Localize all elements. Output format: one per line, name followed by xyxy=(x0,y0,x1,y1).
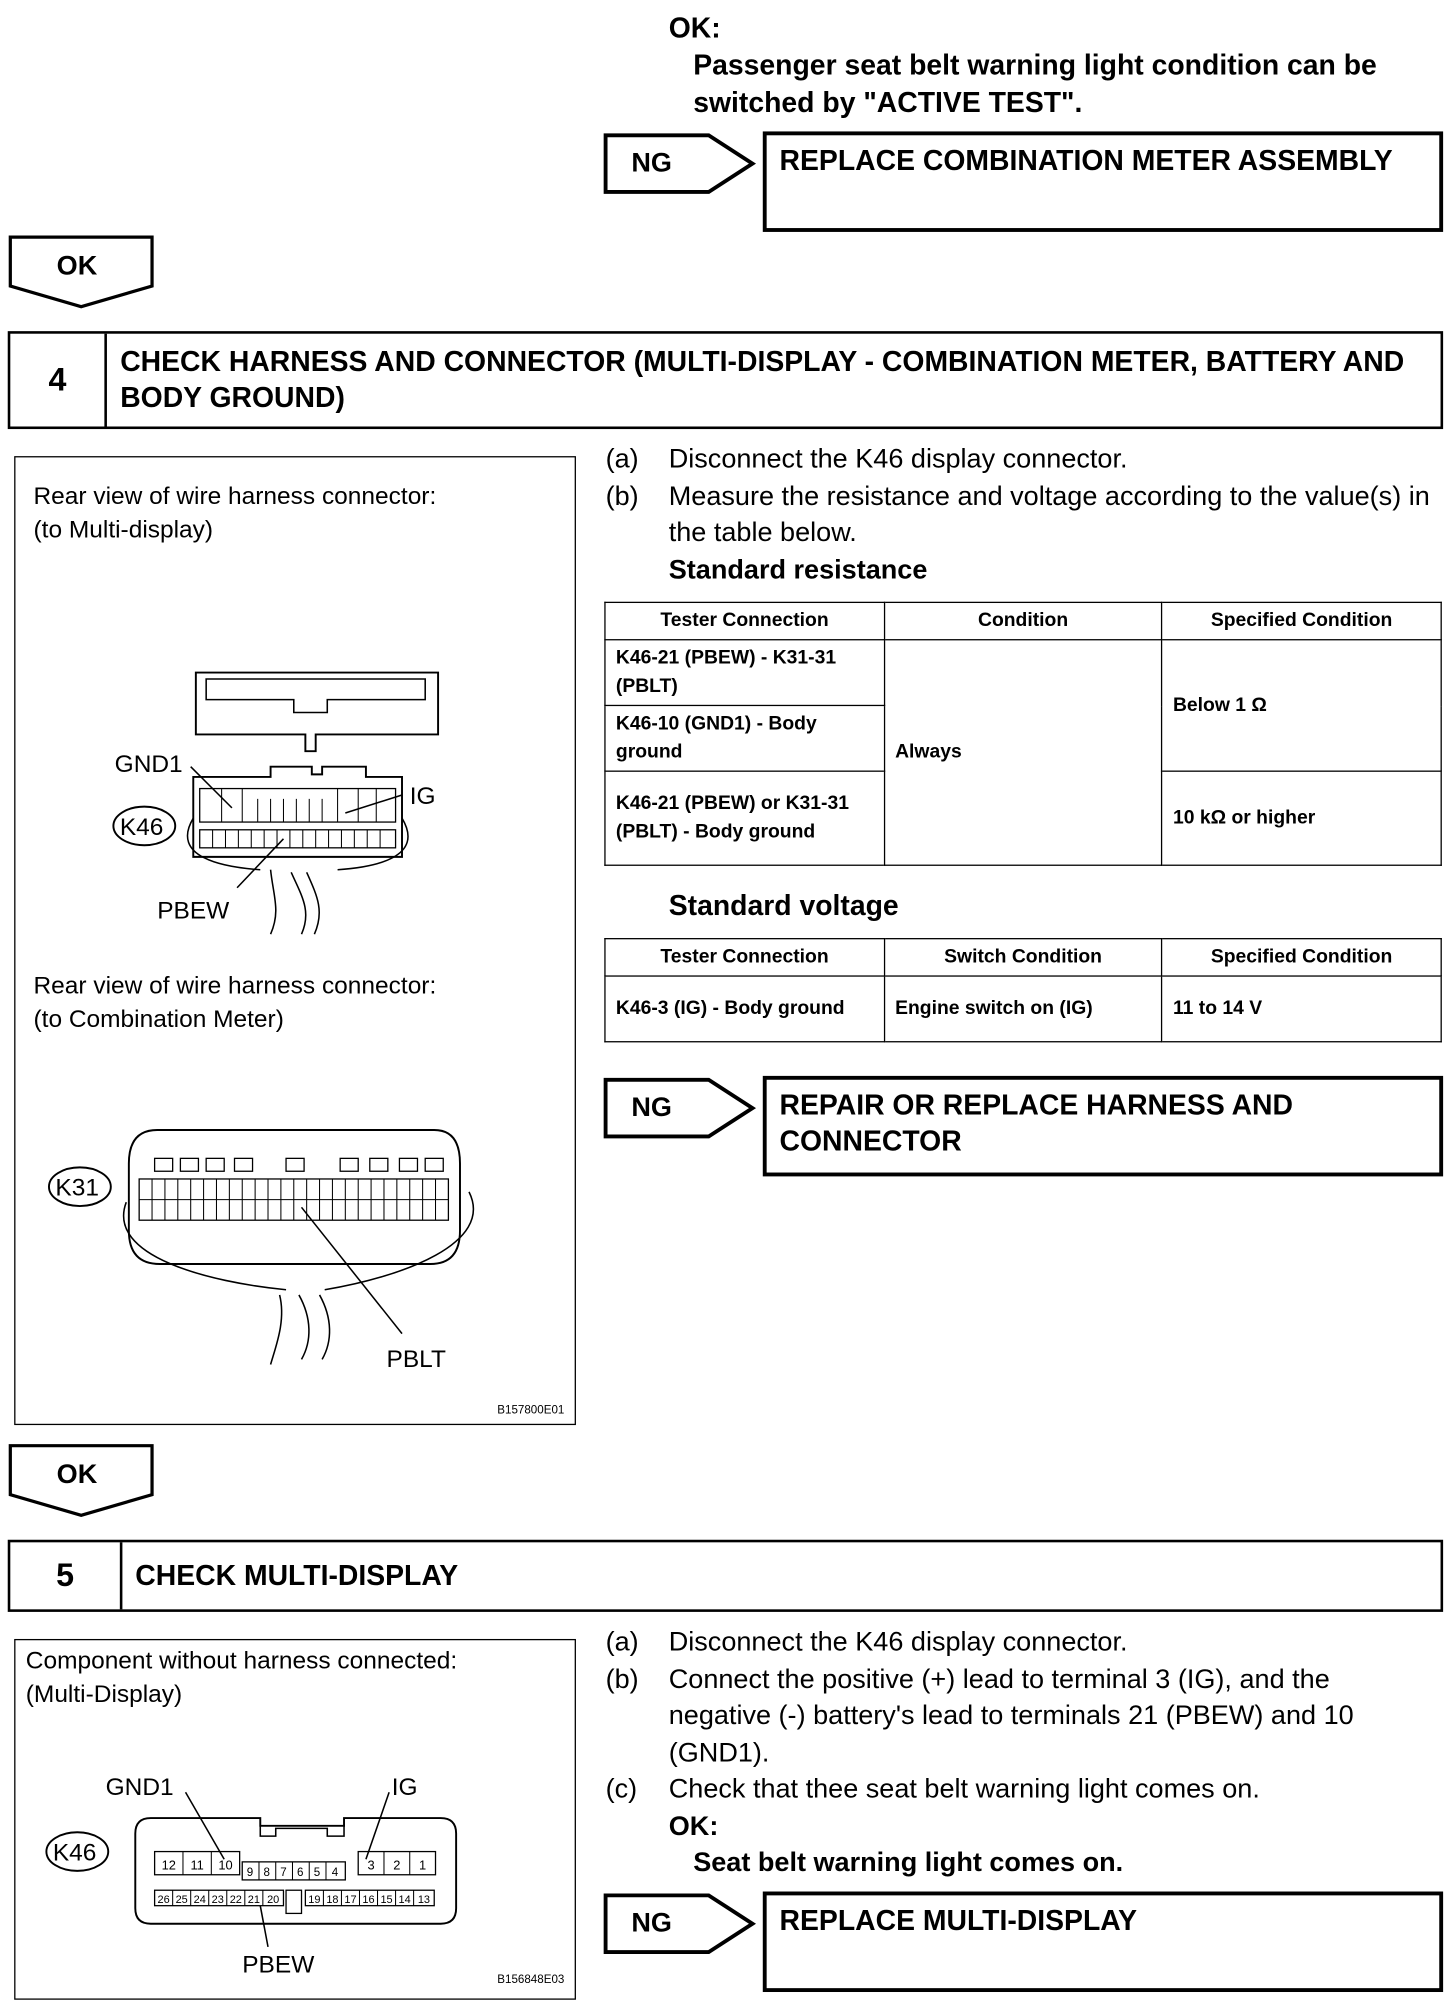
pin-label: 26 xyxy=(157,1894,170,1907)
ok-result-text: Seat belt warning light comes on. xyxy=(693,1847,1124,1878)
tester-connection-cell: K46-21 (PBEW) - K31-31 (PBLT) xyxy=(605,640,884,706)
k31-harness-connector-drawing xyxy=(15,457,574,1423)
instruction-a: (a) Disconnect the K46 display connector. xyxy=(605,1627,1128,1658)
table-header: Switch Condition xyxy=(884,939,1162,976)
pin-label: 13 xyxy=(417,1894,431,1907)
step-5-instructions xyxy=(606,1625,1431,1882)
gnd1-label: GND1 xyxy=(105,1773,174,1801)
pin-label: 25 xyxy=(175,1894,188,1907)
pin-label: 16 xyxy=(362,1894,375,1907)
table-header: Tester Connection xyxy=(605,602,884,639)
figure-caption-sub: (Multi-Display) xyxy=(25,1681,183,1709)
pin-label: 6 xyxy=(296,1867,304,1880)
pin-label: 10 xyxy=(218,1857,233,1873)
ok-result-text: Passenger seat belt warning light condition can be switched by "ACTIVE TEST". xyxy=(693,48,1377,119)
pin-label: 18 xyxy=(326,1894,339,1907)
table-header: Specified Condition xyxy=(1162,602,1441,639)
table-row xyxy=(605,976,1441,1042)
ok-arrow-tag xyxy=(8,235,157,312)
figure-caption-sub: (to Multi-display) xyxy=(33,516,214,544)
pin-label: 23 xyxy=(211,1894,224,1907)
ng-action-box: REPLACE COMBINATION METER ASSEMBLY xyxy=(763,131,1443,232)
step-title: CHECK MULTI-DISPLAY xyxy=(135,1559,459,1592)
table-header: Condition xyxy=(884,602,1162,639)
ng-label: NG xyxy=(631,147,672,178)
step-number: 4 xyxy=(10,334,107,427)
pbew-label: PBEW xyxy=(157,897,230,925)
figure-caption-2: Rear view of wire harness connector: xyxy=(33,972,437,1000)
resistance-table xyxy=(604,602,1442,866)
pin-label: 19 xyxy=(308,1894,321,1907)
instruction-b: (b) Connect the positive (+) lead to terminal 3 (IG), and the negative (-) battery's lead to terminals 21 (PBEW) and 10 (GND1). xyxy=(605,1664,1354,1768)
instruction-a: (a) Disconnect the K46 display connector. xyxy=(605,444,1128,475)
multi-display-connector-figure xyxy=(14,1639,576,2000)
ng-action-box: REPLACE MULTI-DISPLAY xyxy=(763,1892,1443,1993)
pin-label: 7 xyxy=(280,1867,287,1880)
ng-label: NG xyxy=(631,1907,672,1938)
ig-label: IG xyxy=(391,1773,418,1801)
pin-label: 5 xyxy=(313,1867,321,1880)
ok-arrow-tag xyxy=(8,1443,157,1520)
spec-cell: Below 1 Ω xyxy=(1162,640,1441,771)
pin-label: 15 xyxy=(380,1894,393,1907)
pin-label: 11 xyxy=(190,1857,204,1873)
table-row xyxy=(605,640,1441,706)
step-title: CHECK HARNESS AND CONNECTOR (MULTI-DISPLAY - COMBINATION METER, BATTERY AND BODY GROUND) xyxy=(120,345,1405,414)
pin-label: 4 xyxy=(331,1867,339,1880)
figure-code: B157800E01 xyxy=(497,1403,565,1417)
resistance-heading: Standard resistance xyxy=(668,554,928,585)
ig-label: IG xyxy=(409,783,436,811)
step-5-header xyxy=(8,1540,1443,1612)
spec-cell: 10 kΩ or higher xyxy=(1162,771,1441,865)
ng-arrow-tag xyxy=(603,1893,760,1957)
ok-arrow-label: OK xyxy=(56,1459,98,1490)
ng-arrow-tag xyxy=(603,133,760,197)
table-header: Tester Connection xyxy=(605,939,884,976)
instruction-c: (c) Check that thee seat belt warning light comes on. xyxy=(605,1774,1260,1804)
pblt-label: PBLT xyxy=(386,1346,446,1374)
figure-caption: Rear view of wire harness connector: xyxy=(33,483,437,511)
ng-action-box: REPAIR OR REPLACE HARNESS AND CONNECTOR xyxy=(763,1076,1443,1177)
tester-connection-cell: K46-10 (GND1) - Body ground xyxy=(605,705,884,771)
voltage-heading: Standard voltage xyxy=(668,889,899,922)
pin-label: 14 xyxy=(398,1894,411,1907)
instruction-b: (b) Measure the resistance and voltage according to the value(s) in the table below. xyxy=(605,481,1430,548)
connector-figure xyxy=(14,456,576,1425)
step-4-header xyxy=(8,331,1443,429)
pin-label: 24 xyxy=(193,1894,206,1907)
pbew-label: PBEW xyxy=(242,1951,315,1979)
pin-label: 1 xyxy=(419,1857,427,1873)
step-number: 5 xyxy=(10,1542,122,1609)
pin-label: 8 xyxy=(263,1867,270,1880)
ok-label: OK: xyxy=(668,11,721,44)
ok-label: OK: xyxy=(668,1810,719,1841)
tester-connection-cell: K46-21 (PBEW) or K31-31 (PBLT) - Body ground xyxy=(605,771,884,865)
ng-label: NG xyxy=(631,1091,672,1122)
k46-component-connector-drawing xyxy=(15,1640,574,1998)
step-4-instructions xyxy=(606,442,1431,589)
voltage-table xyxy=(604,938,1442,1042)
pin-label: 3 xyxy=(367,1857,375,1873)
table-header: Specified Condition xyxy=(1162,939,1441,976)
pin-label: 17 xyxy=(344,1894,357,1907)
pin-label: 21 xyxy=(247,1894,260,1907)
pin-label: 20 xyxy=(267,1894,280,1907)
k46-label: K46 xyxy=(52,1839,97,1867)
figure-code: B156848E03 xyxy=(497,1972,565,1986)
gnd1-label: GND1 xyxy=(114,750,183,778)
k31-label: K31 xyxy=(55,1174,99,1202)
pin-label: 12 xyxy=(161,1857,176,1873)
condition-cell: Always xyxy=(884,640,1162,865)
figure-caption: Component without harness connected: xyxy=(25,1647,458,1676)
pin-label: 9 xyxy=(246,1867,254,1880)
condition-cell: Engine switch on (IG) xyxy=(884,976,1162,1042)
k46-label: K46 xyxy=(119,813,164,841)
pin-label: 22 xyxy=(229,1894,242,1907)
ng-arrow-tag xyxy=(603,1077,760,1141)
spec-cell: 11 to 14 V xyxy=(1162,976,1441,1042)
figure-caption-2-sub: (to Combination Meter) xyxy=(33,1006,284,1034)
pin-label: 2 xyxy=(393,1857,401,1873)
tester-connection-cell: K46-3 (IG) - Body ground xyxy=(605,976,884,1042)
ok-arrow-label: OK xyxy=(56,250,98,281)
